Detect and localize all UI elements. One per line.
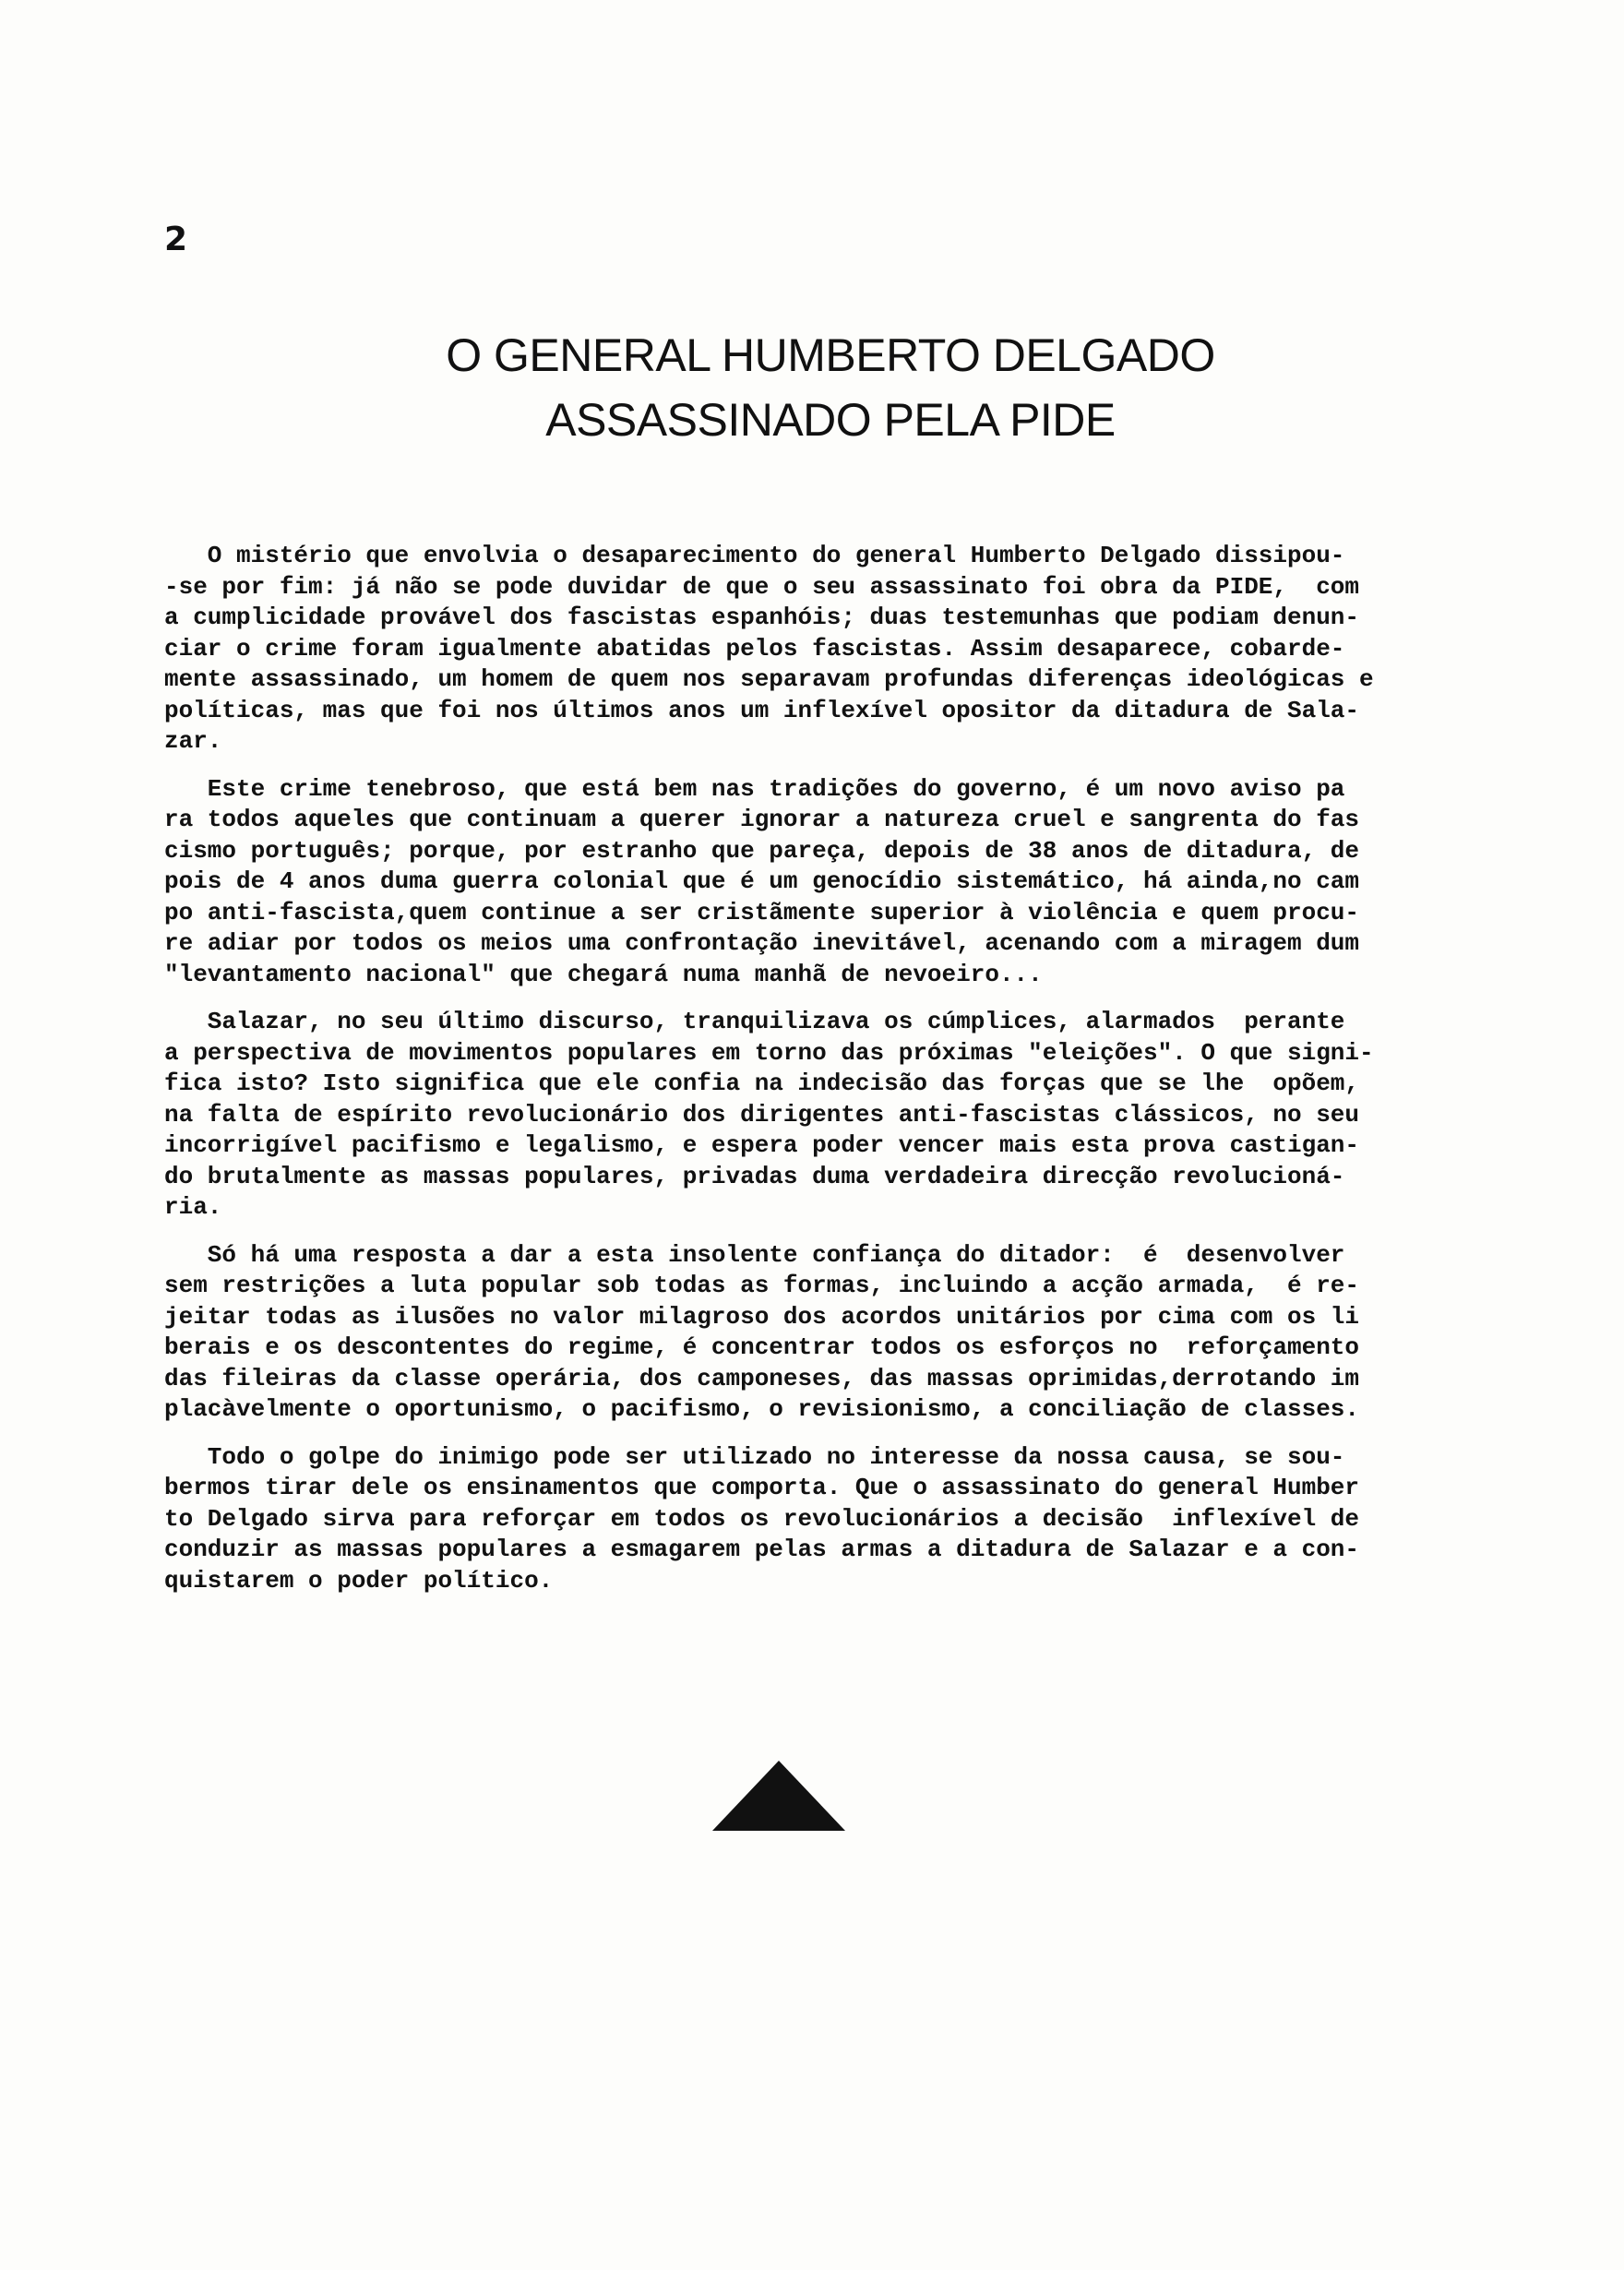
text-line: berais e os descontentes do regime, é concentrar todos os esforços no reforçamento bbox=[164, 1333, 1360, 1361]
text-line: políticas, mas que foi nos últimos anos um inflexível opositor da ditadura de Sala- bbox=[164, 696, 1360, 724]
text-line: po anti-fascista,quem continue a ser cristãmente superior à violência e quem procu- bbox=[164, 898, 1360, 926]
paragraph-3 bbox=[164, 1007, 1430, 1224]
triangle-ornament-svg bbox=[712, 1761, 845, 1831]
text-line: ra todos aqueles que continuam a querer ignorar a natureza cruel e sangrenta do fas bbox=[164, 806, 1360, 833]
article-body bbox=[164, 541, 1430, 1613]
text-line: to Delgado sirva para reforçar em todos os revolucionários a decisão inflexível de bbox=[164, 1504, 1360, 1533]
text-line: quistarem o poder político. bbox=[164, 1566, 554, 1595]
paragraph-2 bbox=[164, 774, 1430, 991]
text-line: a cumplicidade provável dos fascistas espanhóis; duas testemunhas que podiam denun- bbox=[164, 603, 1360, 631]
text-line: Salazar, no seu último discurso, tranquilizava os cúmplices, alarmados perante bbox=[164, 1008, 1345, 1035]
text-line: das fileiras da classe operária, dos camponeses, das massas oprimidas,derrotando im bbox=[164, 1364, 1360, 1392]
paragraph-4 bbox=[164, 1240, 1430, 1426]
text-line: jeitar todas as ilusões no valor milagroso dos acordos unitários por cima com os li bbox=[164, 1302, 1360, 1331]
text-line: Este crime tenebroso, que está bem nas tradições do governo, é um novo aviso pa bbox=[164, 774, 1345, 803]
text-line: cismo português; porque, por estranho que pareça, depois de 38 anos de ditadura, de bbox=[164, 836, 1360, 865]
text-line: "levantamento nacional" que chegará numa manhã de nevoeiro... bbox=[164, 960, 1043, 988]
page-number: 2 bbox=[164, 221, 188, 258]
triangle-shape bbox=[712, 1761, 845, 1831]
title-line-1: O GENERAL HUMBERTO DELGADO bbox=[446, 329, 1215, 381]
text-line: placàvelmente o oportunismo, o pacifismo, o revisionismo, a conciliação de classes. bbox=[164, 1395, 1360, 1423]
text-line: do brutalmente as massas populares, privadas duma verdadeira direcção revolucioná- bbox=[164, 1162, 1345, 1190]
text-line: bermos tirar dele os ensinamentos que comporta. Que o assassinato do general Humber bbox=[164, 1474, 1360, 1501]
text-line: na falta de espírito revolucionário dos dirigentes anti-fascistas clássicos, no seu bbox=[164, 1100, 1360, 1129]
paragraph-5 bbox=[164, 1442, 1430, 1597]
text-line: re adiar por todos os meios uma confrontação inevitável, acenando com a miragem dum bbox=[164, 929, 1360, 957]
text-line: mente assassinado, um homem de quem nos separavam profundas diferenças ideológicas e bbox=[164, 665, 1374, 693]
title-line-2: ASSASSINADO PELA PIDE bbox=[545, 394, 1116, 446]
article-title bbox=[277, 323, 1384, 452]
text-line: Só há uma resposta a dar a esta insolente confiança do ditador: é desenvolver bbox=[164, 1240, 1345, 1269]
text-line: a perspectiva de movimentos populares em torno das próximas "eleições". O que signi- bbox=[164, 1038, 1374, 1067]
text-line: Todo o golpe do inimigo pode ser utilizado no interesse da nossa causa, se sou- bbox=[164, 1442, 1345, 1471]
text-line: ciar o crime foram igualmente abatidas pelos fascistas. Assim desaparece, cobarde- bbox=[164, 634, 1345, 663]
text-line: O mistério que envolvia o desaparecimento do general Humberto Delgado dissipou- bbox=[164, 542, 1345, 569]
text-line: pois de 4 anos duma guerra colonial que é um genocídio sistemático, há ainda,no cam bbox=[164, 867, 1360, 895]
text-line: -se por fim: já não se pode duvidar de que o seu assassinato foi obra da PIDE, com bbox=[164, 572, 1360, 601]
text-line: incorrigível pacifismo e legalismo, e espera poder vencer mais esta prova castigan- bbox=[164, 1131, 1360, 1159]
paragraph-1 bbox=[164, 541, 1430, 758]
text-line: fica isto? Isto significa que ele confia na indecisão das forças que se lhe opõem, bbox=[164, 1069, 1360, 1097]
text-line: sem restrições a luta popular sob todas as formas, incluindo a acção armada, é re- bbox=[164, 1272, 1360, 1299]
text-line: ria. bbox=[164, 1193, 222, 1221]
text-line: conduzir as massas populares a esmagarem pelas armas a ditadura de Salazar e a con- bbox=[164, 1535, 1360, 1563]
text-line: zar. bbox=[164, 727, 222, 755]
